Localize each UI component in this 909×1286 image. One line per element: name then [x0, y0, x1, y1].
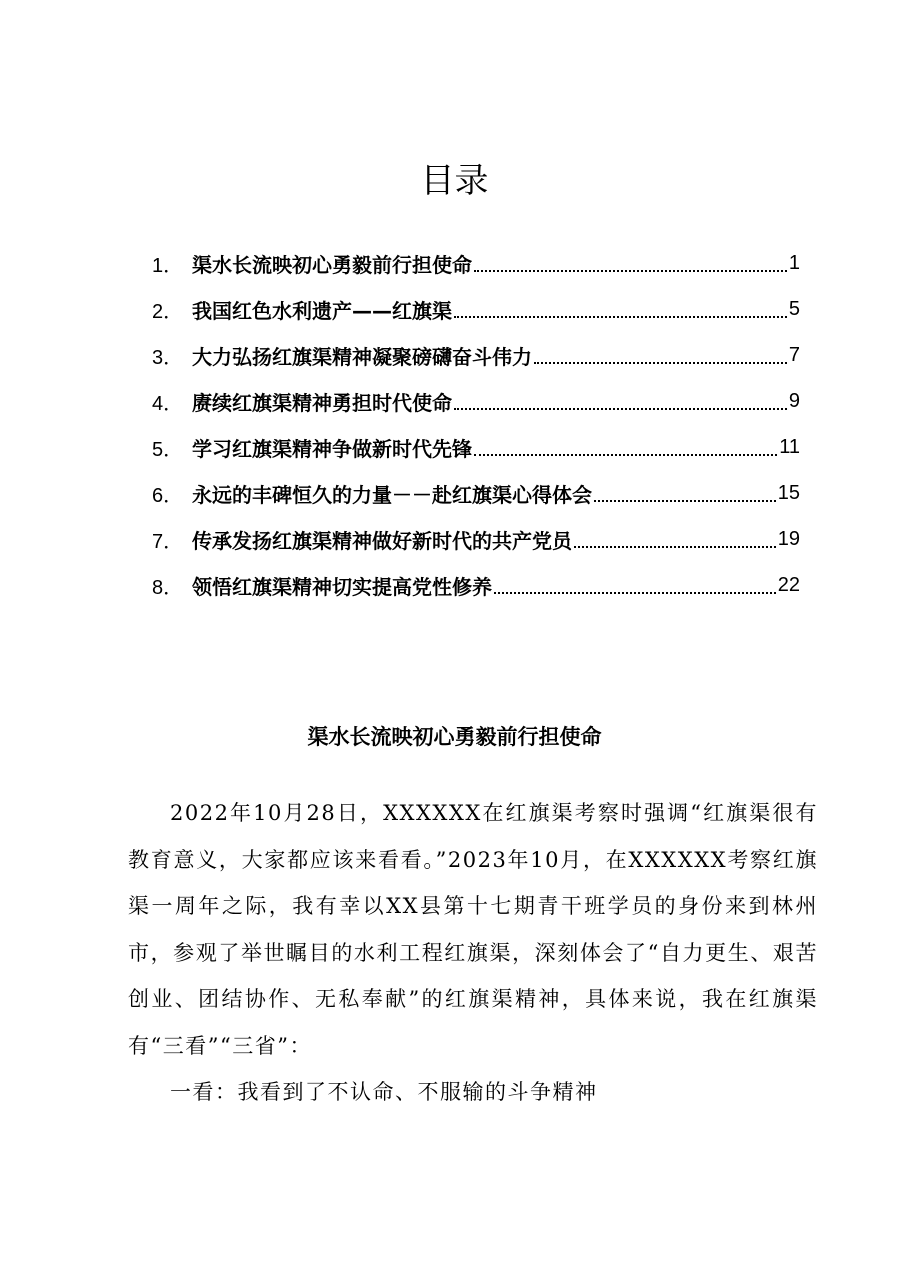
toc-entry[interactable]: [152, 470, 800, 516]
toc-entry-number: 2．: [152, 300, 184, 323]
toc-leader-dots: [574, 546, 776, 548]
toc-entry-title: 永远的丰碑恒久的力量－－赴红旗渠心得体会: [192, 482, 592, 507]
toc-entry-number: 3．: [152, 346, 184, 369]
article-paragraph: 2022年10月28日，XXXXXX在红旗渠考察时强调“红旗渠很有教育意义，大家都应该来看看。”2023年10月，在XXXXXX考察红旗渠一周年之际，我有幸以XX县第十七期青干班学员的身份来到林州市，参观了举世瞩目的水利工程红旗渠，深刻体会了“自力更生、艰苦创业、团结协作、无私奉献”的红旗渠精神，具体来说，我在红旗渠有“三看”“三省”：: [128, 801, 818, 1058]
toc-entry-number: 6．: [152, 484, 184, 507]
toc-entry-page: 15: [777, 481, 800, 504]
toc-entry-page: 7: [788, 343, 800, 366]
toc-entry[interactable]: [152, 286, 800, 332]
toc-entry-page: 1: [788, 251, 800, 274]
toc-leader-dots: [534, 362, 787, 364]
toc-leader-dots: [474, 454, 777, 456]
toc-entry-title: 领悟红旗渠精神切实提高党性修养: [192, 574, 492, 599]
article-body: [128, 790, 818, 1116]
toc-leader-dots: [494, 592, 776, 594]
toc-entry-title: 渠水长流映初心勇毅前行担使命: [192, 252, 472, 277]
toc-entry-page: 9: [788, 389, 800, 412]
toc-entry-number: 1．: [152, 254, 184, 277]
toc-entry[interactable]: [152, 516, 800, 562]
toc-entry-number: 8．: [152, 576, 184, 599]
toc-leader-dots: [474, 270, 787, 272]
toc-entry[interactable]: [152, 424, 800, 470]
toc-entry-title: 赓续红旗渠精神勇担时代使命: [192, 390, 452, 415]
toc-entry-page: 22: [777, 573, 800, 596]
toc-entry-page: 11: [779, 435, 800, 458]
toc-entry-title: 传承发扬红旗渠精神做好新时代的共产党员: [192, 528, 572, 553]
toc-leader-dots: [454, 316, 787, 318]
article-paragraph: 一看：我看到了不认命、不服输的斗争精神: [170, 1080, 598, 1104]
toc-entry-page: 19: [777, 527, 800, 550]
article-title: 渠水长流映初心勇毅前行担使命: [307, 724, 602, 749]
toc-entry[interactable]: [152, 332, 800, 378]
toc-entry[interactable]: [152, 378, 800, 424]
toc-entry-title: 我国红色水利遗产——红旗渠: [192, 298, 452, 323]
toc-title: 目录: [420, 161, 489, 201]
toc-entry-number: 4．: [152, 392, 184, 415]
toc-entry-title: 学习红旗渠精神争做新时代先锋: [192, 436, 472, 461]
toc-entry[interactable]: [152, 562, 800, 608]
table-of-contents: [152, 240, 800, 608]
toc-leader-dots: [454, 408, 787, 410]
toc-entry-page: 5: [788, 297, 800, 320]
toc-entry-number: 5．: [152, 438, 184, 461]
toc-entry-title: 大力弘扬红旗渠精神凝聚磅礴奋斗伟力: [192, 344, 532, 369]
toc-entry-number: 7．: [152, 530, 184, 553]
toc-leader-dots: [594, 500, 776, 502]
toc-entry[interactable]: [152, 240, 800, 286]
